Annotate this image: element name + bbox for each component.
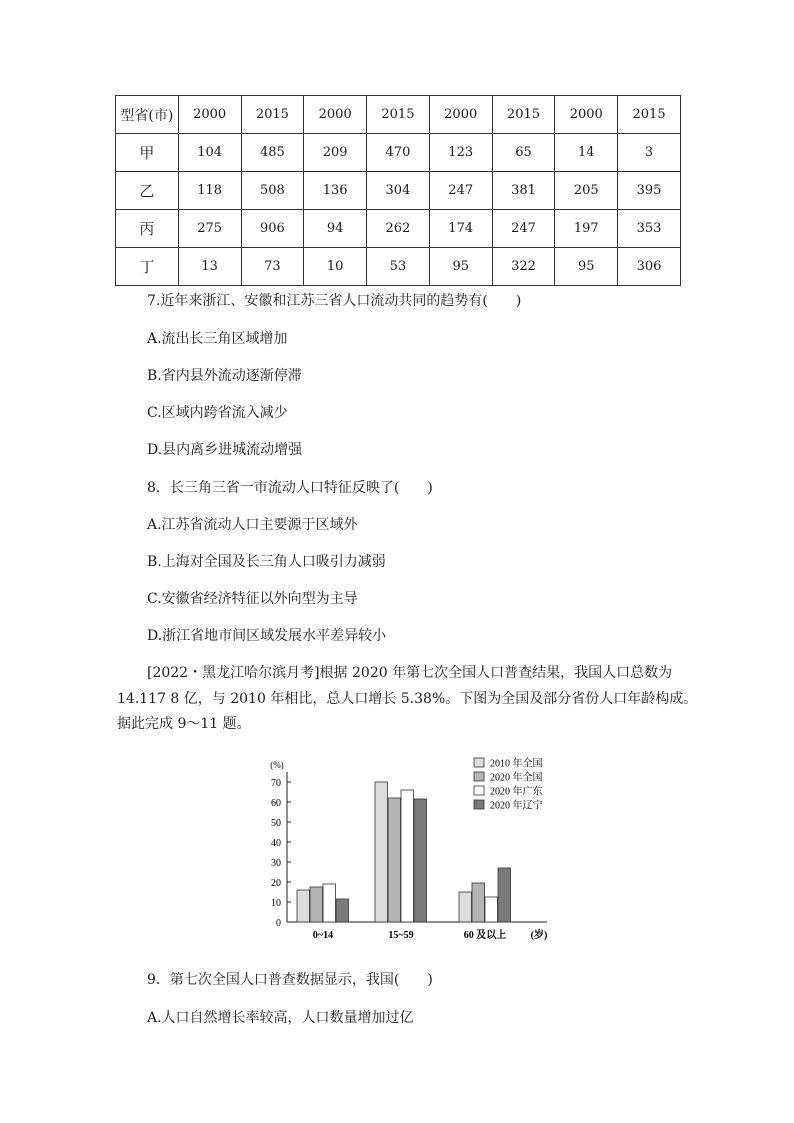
question-8-option-d: D.浙江省地市间区域发展水平差异较小	[147, 628, 387, 644]
legend-swatch	[474, 786, 484, 795]
bar	[297, 890, 310, 922]
table-cell: 3	[618, 134, 681, 172]
table-header-row	[116, 96, 681, 134]
table-cell: 14	[555, 134, 618, 172]
row-label: 丙	[116, 210, 179, 248]
legend-label: 2020 年辽宁	[490, 800, 543, 812]
intro-line-1: [2022・黑龙江哈尔滨月考]根据 2020 年第七次全国人口普查结果，我国人口总数为	[147, 665, 673, 681]
table-cell: 485	[241, 134, 304, 172]
question-7-option-b: B.省内县外流动逐渐停滞	[147, 368, 302, 384]
table-cell: 73	[241, 248, 304, 286]
table-header-cell: 2015	[618, 96, 681, 134]
table-cell: 353	[618, 210, 681, 248]
y-tick-label: 10	[271, 898, 281, 909]
table-header-cell: 2000	[178, 96, 241, 134]
question-8-option-c: C.安徽省经济特征以外向型为主导	[147, 591, 358, 607]
question-8-option-b: B.上海对全国及长三角人口吸引力减弱	[147, 554, 386, 570]
table-row	[116, 248, 681, 286]
intro-line-3: 据此完成 9～11 题。	[117, 716, 251, 732]
bar	[401, 790, 414, 922]
question-9-stem: 9．第七次全国人口普查数据显示，我国( )	[147, 972, 433, 988]
table-header-cell: 2000	[304, 96, 367, 134]
table-cell: 95	[429, 248, 492, 286]
table-cell: 10	[304, 248, 367, 286]
table-cell: 118	[178, 172, 241, 210]
y-tick-label: 30	[271, 858, 281, 869]
bar	[375, 782, 388, 922]
x-axis-label: (岁)	[530, 930, 548, 941]
table-cell: 205	[555, 172, 618, 210]
table-cell: 247	[492, 210, 555, 248]
table-cell: 94	[304, 210, 367, 248]
table-cell: 174	[429, 210, 492, 248]
table-cell: 95	[555, 248, 618, 286]
question-7-stem: 7.近年来浙江、安徽和江苏三省人口流动共同的趋势有( )	[147, 293, 522, 309]
bar	[459, 892, 472, 922]
x-tick-label: 60 及以上	[463, 930, 507, 941]
bar	[323, 884, 336, 922]
table-cell: 262	[367, 210, 430, 248]
question-9-option-a: A.人口自然增长率较高，人口数量增加过亿	[147, 1010, 414, 1026]
legend-swatch	[474, 800, 484, 809]
question-7-option-c: C.区域内跨省流入减少	[147, 405, 288, 421]
y-tick-label: 50	[271, 818, 281, 829]
table-cell: 304	[367, 172, 430, 210]
table-cell: 13	[178, 248, 241, 286]
table-cell: 123	[429, 134, 492, 172]
age-structure-bar-chart	[252, 750, 572, 945]
table-header-cell: 2000	[429, 96, 492, 134]
question-7-option-a: A.流出长三角区域增加	[147, 331, 288, 347]
table-header-cell: 2000	[555, 96, 618, 134]
bar	[498, 868, 511, 922]
bar	[414, 799, 427, 922]
row-label: 乙	[116, 172, 179, 210]
table-cell: 53	[367, 248, 430, 286]
table-cell: 322	[492, 248, 555, 286]
x-tick-label: 0~14	[312, 930, 334, 941]
legend-label: 2020 年广东	[490, 786, 543, 798]
table-header-cell: 2015	[492, 96, 555, 134]
question-8-stem: 8．长三角三省一市流动人口特征反映了( )	[147, 480, 433, 496]
table-header-cell: 2015	[367, 96, 430, 134]
table-cell: 209	[304, 134, 367, 172]
table-row	[116, 134, 681, 172]
table-cell: 247	[429, 172, 492, 210]
intro-line-2: 14.117 8 亿，与 2010 年相比，总人口增长 5.38%。下图为全国及部分省份人口年龄构成。	[117, 691, 698, 707]
table-cell: 275	[178, 210, 241, 248]
table-cell: 906	[241, 210, 304, 248]
table-cell: 136	[304, 172, 367, 210]
table-cell: 65	[492, 134, 555, 172]
table-row	[116, 172, 681, 210]
chart-legend	[474, 757, 543, 812]
table-cell: 197	[555, 210, 618, 248]
legend-label: 2020 年全国	[490, 772, 543, 784]
population-flow-table	[115, 95, 681, 286]
table-cell: 104	[178, 134, 241, 172]
question-7-option-d: D.县内离乡进城流动增强	[147, 442, 303, 458]
y-axis-label: (%)	[270, 760, 284, 770]
table-cell: 381	[492, 172, 555, 210]
legend-swatch	[474, 772, 484, 781]
legend-swatch	[474, 758, 484, 767]
table-header-cell: 2015	[241, 96, 304, 134]
bar	[472, 883, 485, 922]
question-8-option-a: A.江苏省流动人口主要源于区域外	[147, 517, 358, 533]
table-row	[116, 210, 681, 248]
row-label: 甲	[116, 134, 179, 172]
table-cell: 508	[241, 172, 304, 210]
table-header-cell: 型省(市)	[116, 96, 179, 134]
y-tick-label: 70	[271, 778, 281, 789]
table-cell: 470	[367, 134, 430, 172]
y-tick-label: 40	[271, 838, 281, 849]
y-tick-label: 0	[276, 918, 281, 929]
table-cell: 395	[618, 172, 681, 210]
table-cell: 306	[618, 248, 681, 286]
legend-label: 2010 年全国	[490, 758, 543, 770]
bar	[388, 798, 401, 922]
y-tick-label: 20	[271, 878, 281, 889]
bar	[485, 897, 498, 922]
bar	[336, 899, 349, 922]
row-label: 丁	[116, 248, 179, 286]
bar	[310, 887, 323, 922]
x-tick-label: 15~59	[388, 930, 414, 941]
y-tick-label: 60	[271, 798, 281, 809]
